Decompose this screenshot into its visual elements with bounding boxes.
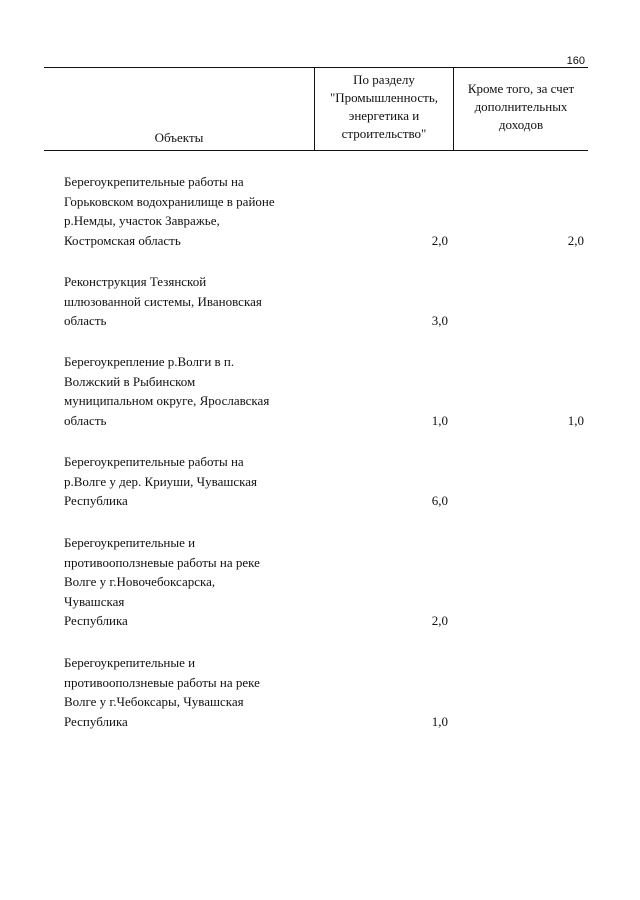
- object-name-line: Волжский в Рыбинском: [64, 373, 196, 389]
- object-name-line: Республика: [64, 713, 128, 729]
- object-name-line: Республика: [64, 493, 128, 508]
- page-number: 160: [566, 55, 585, 67]
- object-name-line: р.Волге у дер. Криуши, Чувашская: [64, 473, 257, 489]
- row-object-name: [64, 452, 324, 511]
- object-name-line: противооползневые работы на реке: [64, 674, 260, 690]
- table-row: [64, 452, 588, 511]
- object-name-line: Костромская область: [64, 232, 181, 248]
- section-value: 3,0: [431, 313, 448, 328]
- object-name-line: область: [64, 313, 107, 328]
- header-extra-cell: Кроме того, за счет дополнительных доходов: [467, 81, 575, 132]
- object-name-line: область: [64, 412, 107, 428]
- row-object-name: [64, 172, 324, 250]
- row-object-name: [64, 533, 324, 631]
- object-name-line: Берегоукрепительные работы на: [64, 174, 244, 189]
- section-value: 1,0: [431, 713, 448, 729]
- object-name-line: Берегоукрепительные и: [64, 535, 196, 550]
- object-name-line: Берегоукрепление р.Волги в п.: [64, 354, 235, 369]
- section-value: 1,0: [431, 412, 448, 428]
- row-object-name: [64, 352, 324, 430]
- section-value: 2,0: [431, 613, 448, 628]
- table-row: [64, 272, 588, 331]
- object-name-line: Чувашская: [64, 593, 125, 609]
- object-name-line: шлюзованной системы, Ивановская: [64, 293, 262, 309]
- object-name-line: р.Немды, участок Завражье,: [64, 213, 220, 228]
- object-name-line: Республика: [64, 613, 128, 628]
- header-section-cell: По разделу "Промышленность, энергетика и строительство": [314, 68, 454, 150]
- object-name-line: Реконструкция Тезянской: [64, 274, 207, 289]
- table-row: [64, 653, 588, 731]
- extra-value: 2,0: [567, 232, 584, 248]
- row-object-name: [64, 272, 324, 331]
- section-value: 2,0: [431, 232, 448, 248]
- object-name-line: противооползневые работы на реке: [64, 554, 260, 570]
- row-object-name: [64, 653, 324, 731]
- object-name-line: Волге у г.Чебоксары, Чувашская: [64, 694, 244, 709]
- object-name-line: муниципальном округе, Ярославская: [64, 393, 270, 408]
- header-objects-label: Объекты: [154, 130, 204, 145]
- object-name-line: Берегоукрепительные работы на: [64, 454, 244, 469]
- object-name-line: Волге у г.Новочебоксарска,: [64, 574, 216, 589]
- header-objects-cell: [44, 68, 314, 150]
- object-name-line: Горьковском водохранилище в районе: [64, 193, 275, 209]
- table-row: [64, 533, 588, 631]
- table-header: [44, 67, 588, 151]
- table-row: [64, 352, 588, 430]
- section-value: 6,0: [431, 493, 448, 508]
- extra-value: 1,0: [567, 412, 584, 428]
- table-row: [64, 172, 588, 250]
- object-name-line: Берегоукрепительные и: [64, 655, 196, 670]
